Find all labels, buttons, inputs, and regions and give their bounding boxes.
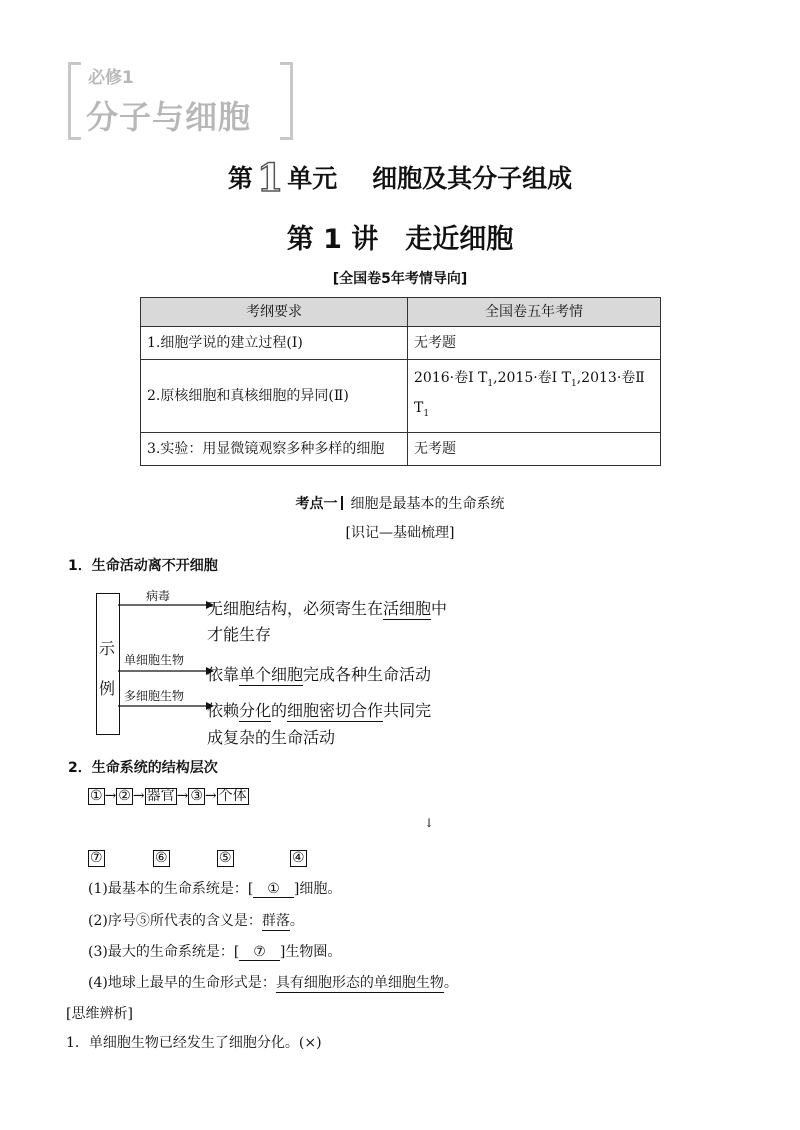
level-box: ④	[292, 850, 305, 866]
example-bracket	[96, 593, 120, 735]
multicellular-text: 共同完	[383, 701, 432, 720]
section1-title: 1．生命活动离不开细胞	[68, 558, 218, 574]
example-label-1: 示	[99, 639, 116, 658]
question-text: (2)序号⑤所代表的含义是：	[88, 913, 262, 929]
thinking-item-1: 1．单细胞生物已经发生了细胞分化。(×)	[66, 1035, 322, 1051]
multicellular-answer: 分化	[239, 701, 272, 720]
thinking-heading: [思维辨析]	[66, 1006, 133, 1022]
multicellular-text: 依赖	[207, 701, 240, 720]
table-header-row	[141, 298, 661, 327]
question-text: 。	[289, 913, 304, 929]
exam-guide-heading: [全国卷5年考情导向]	[332, 271, 468, 287]
table-cell: 1.细胞学说的建立过程(Ⅰ)	[141, 327, 408, 360]
level-box: ③	[190, 788, 203, 804]
level-box: ②	[118, 788, 131, 804]
question-text: ]细胞。	[293, 881, 342, 897]
question-text: (4)地球上最早的生命形式是：	[88, 975, 276, 991]
question-text: ]生物圈。	[279, 944, 342, 960]
question-2	[88, 910, 304, 930]
level-box-5	[217, 850, 234, 867]
level-box: ⑦	[90, 850, 103, 866]
virus-desc	[207, 596, 447, 619]
unit-title	[0, 155, 800, 200]
level-box: ⑥	[155, 850, 168, 866]
table-cell	[408, 360, 661, 433]
table-row	[141, 432, 661, 465]
question-answer: 具有细胞形态的单细胞生物	[275, 975, 444, 991]
level-box-7	[88, 850, 105, 867]
unit-suffix: 单元	[287, 164, 338, 193]
exam-ref-sub: 1	[487, 378, 494, 389]
point-label: 考点一	[295, 496, 338, 512]
multicellular-label: 多细胞生物	[124, 689, 185, 703]
virus-answer: 活细胞	[383, 599, 432, 618]
section2-title: 2．生命系统的结构层次	[68, 760, 218, 776]
exam-ref-sub: 1	[571, 378, 577, 389]
virus-desc-text: 中	[431, 599, 448, 618]
question-text: (3)最大的生命系统是：[	[88, 944, 240, 960]
unicellular-desc	[207, 662, 431, 685]
exam-table	[140, 297, 661, 466]
table-cell: 无考题	[408, 432, 661, 465]
book-subtitle: 必修1	[88, 68, 134, 88]
book-bracket-right	[280, 62, 293, 140]
unit-name: 细胞及其分子组成	[372, 164, 573, 193]
question-4	[88, 972, 458, 992]
multicellular-desc-cont: 成复杂的生命活动	[207, 728, 336, 747]
exam-ref-text: 2016·卷Ⅰ T	[414, 370, 488, 386]
virus-desc-cont: 才能生存	[207, 625, 272, 644]
multicellular-text: 的	[271, 701, 288, 720]
exam-ref-sub: 1	[423, 408, 430, 419]
unit-prefix: 第	[227, 164, 253, 193]
hierarchy-chain	[88, 788, 249, 805]
unicellular-text: 依靠	[207, 665, 240, 684]
table-cell: 2.原核细胞和真核细胞的异同(Ⅱ)	[141, 360, 408, 433]
down-arrow: ↓	[424, 816, 435, 830]
multicellular-desc	[207, 698, 431, 721]
table-cell: 3.实验：用显微镜观察多种多样的细胞	[141, 432, 408, 465]
chain-arrow: →	[132, 788, 145, 804]
book-bracket-left	[68, 62, 81, 140]
level-box: 个体	[218, 788, 247, 804]
question-text: 。	[443, 975, 458, 991]
book-title: 分子与细胞	[86, 98, 252, 136]
question-1	[88, 878, 341, 898]
table-header: 全国卷五年考情	[408, 298, 661, 327]
chain-arrow: →	[176, 788, 189, 804]
point-heading	[0, 493, 800, 513]
question-answer: ⑦	[239, 944, 280, 961]
unicellular-label: 单细胞生物	[124, 653, 185, 667]
point-text: 细胞是最基本的生命系统	[350, 496, 505, 512]
level-box: ①	[90, 788, 103, 804]
unit-number: 1	[256, 155, 284, 200]
question-3	[88, 941, 341, 961]
exam-ref-text: ,2015·卷Ⅰ T	[493, 370, 571, 386]
level-box-4	[290, 850, 307, 867]
question-answer: 群落	[261, 913, 290, 929]
level-box: 器官	[146, 788, 175, 804]
table-row	[141, 360, 661, 433]
example-label-2: 例	[99, 679, 116, 698]
multicellular-answer: 细胞密切合作	[287, 701, 384, 720]
unicellular-text: 完成各种生命活动	[303, 665, 432, 684]
virus-desc-text: 无细胞结构，必须寄生在	[207, 599, 384, 618]
lecture-title: 第 1 讲 走近细胞	[286, 224, 514, 255]
level-box: ⑤	[219, 850, 232, 866]
table-row	[141, 327, 661, 360]
point-divider	[341, 496, 343, 510]
question-text: (1)最基本的生命系统是：[	[88, 881, 254, 897]
chain-arrow: →	[104, 788, 117, 804]
level-box-6	[153, 850, 170, 867]
table-cell: 无考题	[408, 327, 661, 360]
basics-heading: [识记—基础梳理]	[345, 525, 455, 541]
chain-arrow: →	[204, 788, 217, 804]
exam-ref-text: ,2013·卷Ⅱ T	[414, 370, 645, 416]
table-header: 考纲要求	[141, 298, 408, 327]
virus-label: 病毒	[146, 589, 171, 603]
question-answer: ①	[253, 881, 294, 898]
unicellular-answer: 单个细胞	[239, 665, 304, 684]
